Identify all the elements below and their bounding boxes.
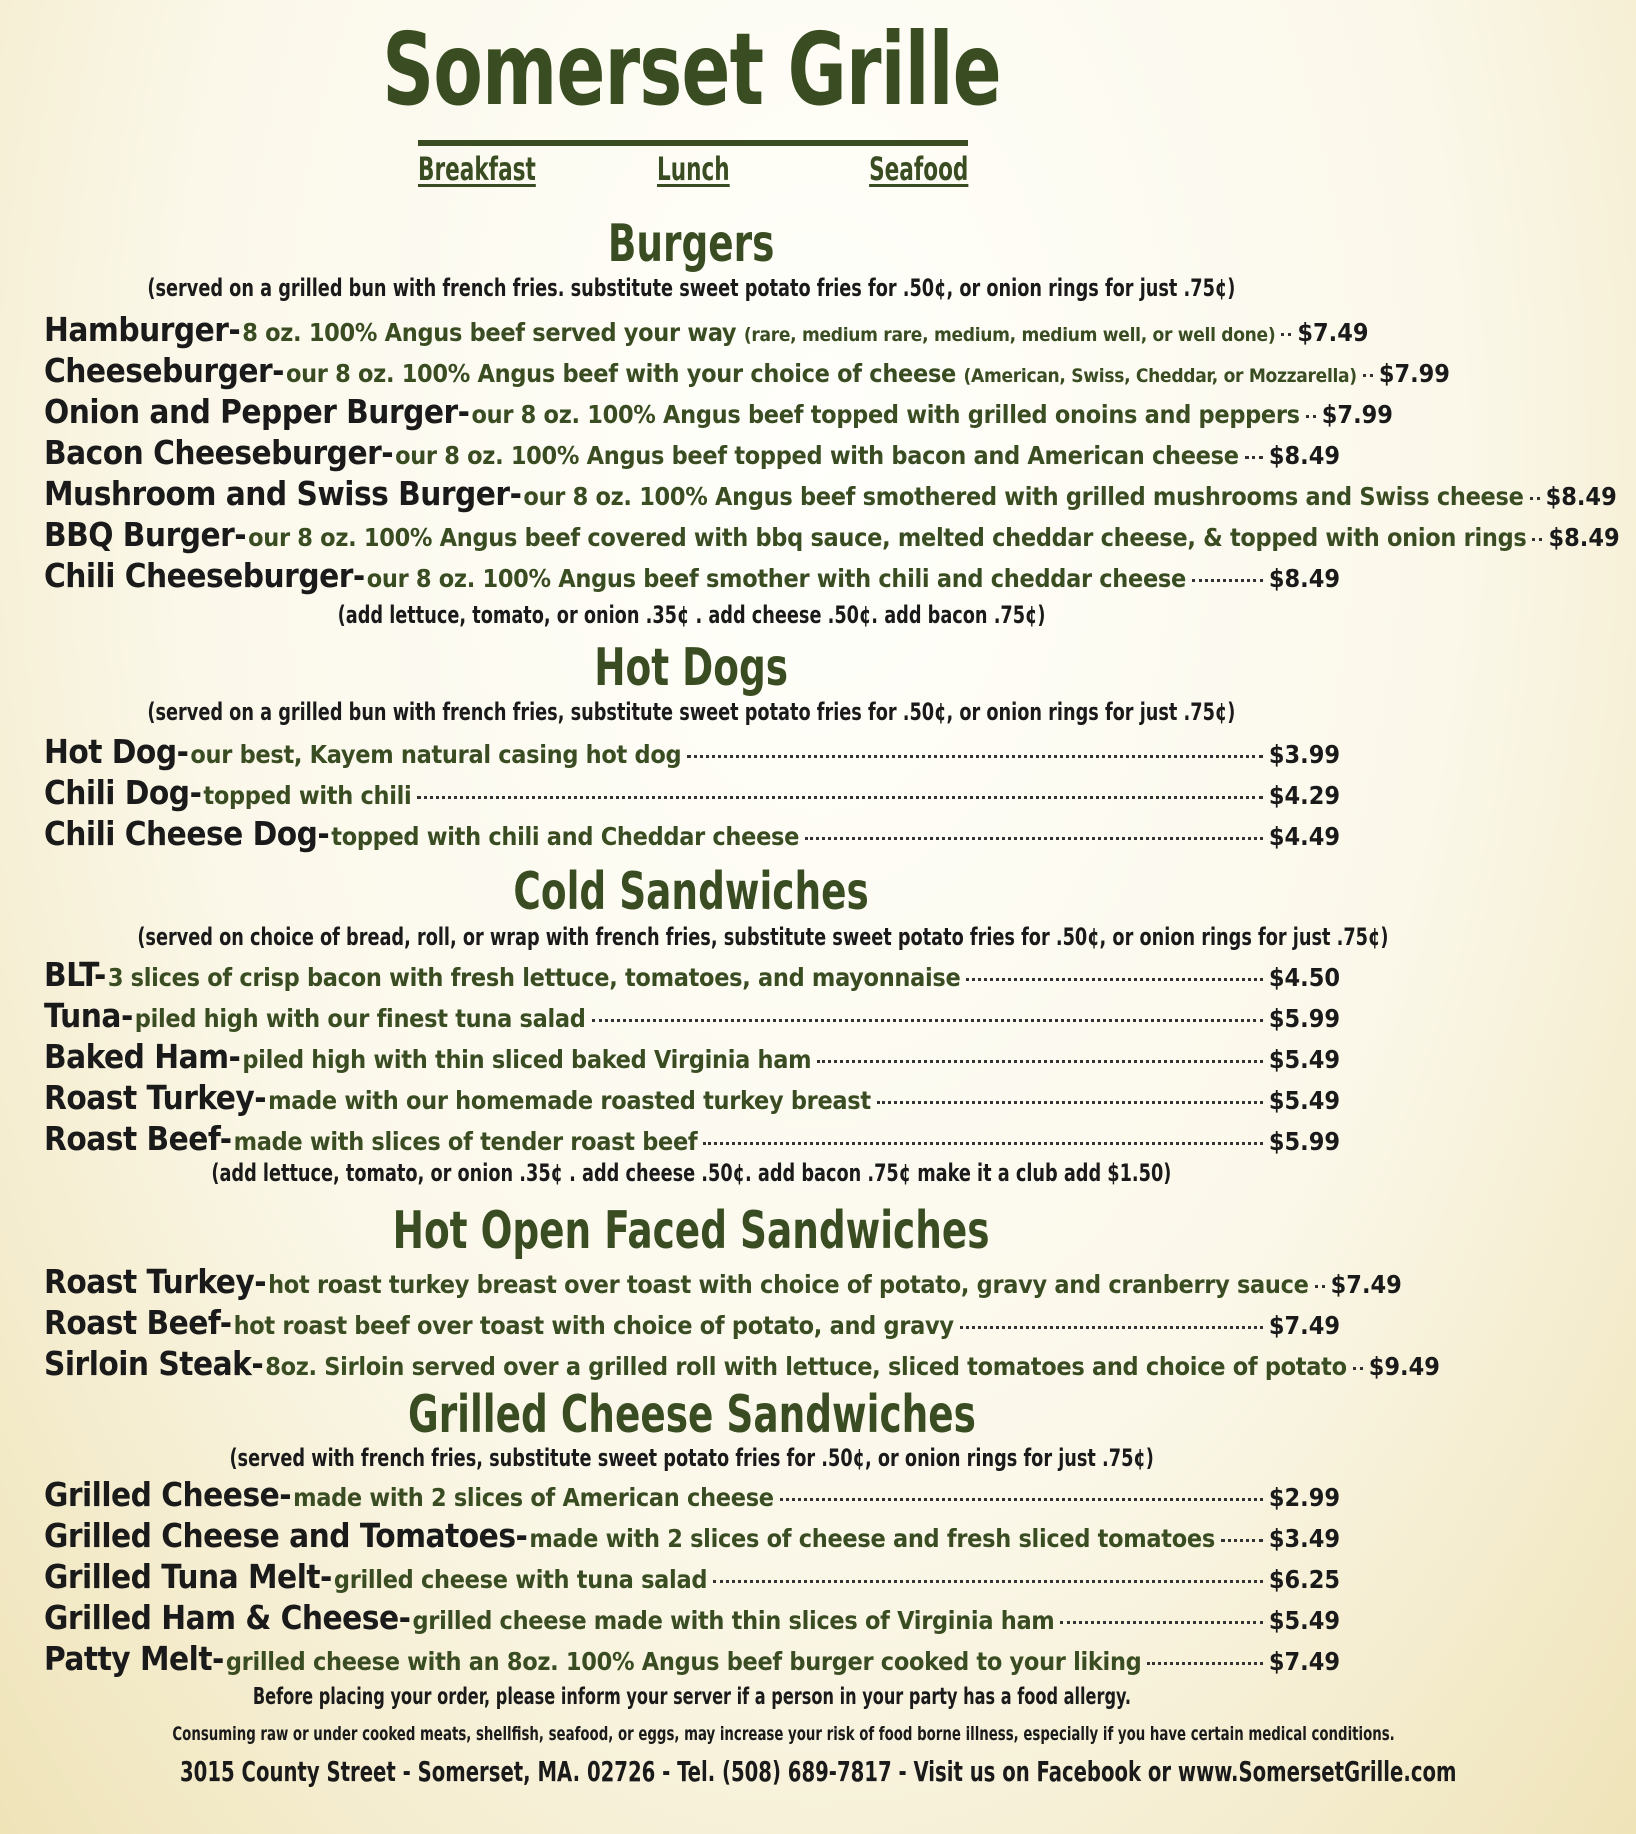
dot-leader	[1060, 1621, 1262, 1624]
service-bar	[418, 140, 968, 192]
item-name: BLT-	[44, 955, 106, 994]
item-desc: made with 2 slices of American cheese	[293, 1483, 774, 1512]
item-price: $7.49	[1297, 318, 1369, 347]
dot-leader	[1306, 415, 1316, 418]
dot-leader	[713, 1580, 1263, 1583]
item-desc: topped with chili and Cheddar cheese	[331, 822, 800, 851]
item-desc: made with slices of tender roast beef	[233, 1127, 698, 1156]
dot-leader	[1147, 1662, 1262, 1665]
item-price: $5.49	[1268, 1606, 1340, 1635]
menu-item	[44, 1598, 1340, 1638]
section-title-grilled: Grilled Cheese Sandwiches	[407, 1385, 976, 1445]
item-price: $7.49	[1330, 1270, 1402, 1299]
section-addons-cold: (add lettuce, tomato, or onion .35¢ . add cheese .50¢. add bacon .75¢ make it a club add $1.50)	[211, 1159, 1172, 1187]
section-note-burgers: (served on a grilled bun with french fries. substitute sweet potato fries for .50¢, or onion rings for just .75¢)	[147, 274, 1236, 302]
menu-item	[44, 1037, 1340, 1077]
dot-leader	[1281, 333, 1291, 336]
item-name: Hamburger-	[44, 310, 241, 349]
menu-item	[44, 1078, 1340, 1118]
item-price: $5.49	[1268, 1045, 1340, 1074]
item-price: $9.49	[1368, 1352, 1440, 1381]
subtitle-lunch: Lunch	[656, 150, 730, 188]
item-desc: our best, Kayem natural casing hot dog	[190, 740, 682, 769]
food-safety-warning: Consuming raw or under cooked meats, shellfish, seafood, or eggs, may increase your risk of food borne illness, especially if you have certain medical conditions.	[172, 1723, 1395, 1745]
item-name: Roast Turkey-	[44, 1262, 267, 1301]
dot-leader	[592, 1019, 1263, 1022]
item-name: Bacon Cheeseburger-	[44, 433, 394, 472]
dot-leader	[1245, 456, 1263, 459]
item-desc: hot roast turkey breast over toast with choice of potato, gravy and cranberry sauce	[268, 1270, 1309, 1299]
dot-leader	[877, 1101, 1263, 1104]
item-name: Grilled Cheese-	[44, 1475, 292, 1514]
section-title-hot-open: Hot Open Faced Sandwiches	[393, 1201, 990, 1261]
item-desc: 3 slices of crisp bacon with fresh lettuce, tomatoes, and mayonnaise	[107, 963, 961, 992]
section-title-cold: Cold Sandwiches	[513, 862, 870, 922]
section-note-cold: (served on choice of bread, roll, or wrap with french fries, substitute sweet potato fries for .50¢, or onion rings for just .75¢)	[137, 923, 1389, 951]
item-name: Mushroom and Swiss Burger-	[44, 474, 522, 513]
item-name: Chili Cheese Dog-	[44, 814, 330, 853]
item-price: $3.99	[1268, 740, 1340, 769]
dot-leader	[805, 837, 1263, 840]
menu-item	[44, 1344, 1440, 1384]
menu-item	[44, 1475, 1340, 1515]
dot-leader	[1221, 1539, 1263, 1542]
item-name: Tuna-	[44, 996, 133, 1035]
menu-item	[44, 515, 1620, 555]
menu-item	[44, 814, 1340, 854]
item-desc: our 8 oz. 100% Angus beef topped with bacon and American cheese	[395, 441, 1239, 470]
dot-leader	[1532, 538, 1542, 541]
item-name: Grilled Ham & Cheese-	[44, 1598, 411, 1637]
menu-item	[44, 1262, 1402, 1302]
section-title-hotdogs: Hot Dogs	[594, 638, 789, 698]
subtitle-seafood: Seafood	[868, 150, 968, 188]
item-price: $8.49	[1548, 523, 1620, 552]
item-price: $7.99	[1378, 359, 1450, 388]
section-note-grilled: (served with french fries, substitute sweet potato fries for .50¢, or onion rings for just .75¢)	[229, 1444, 1154, 1472]
item-desc: made with our homemade roasted turkey breast	[268, 1086, 871, 1115]
dot-leader	[687, 755, 1263, 758]
item-desc: our 8 oz. 100% Angus beef topped with grilled onoins and peppers	[471, 400, 1300, 429]
item-name: Roast Turkey-	[44, 1078, 267, 1117]
item-name: Onion and Pepper Burger-	[44, 392, 470, 431]
item-price: $4.50	[1268, 963, 1340, 992]
item-desc: made with 2 slices of cheese and fresh sliced tomatoes	[529, 1524, 1215, 1553]
item-name: Chili Cheeseburger-	[44, 556, 365, 595]
dot-leader	[780, 1498, 1263, 1501]
dot-leader	[960, 1326, 1263, 1329]
item-name: Chili Dog-	[44, 773, 202, 812]
item-price: $4.49	[1268, 822, 1340, 851]
item-price: $8.49	[1268, 564, 1340, 593]
item-price: $5.99	[1268, 1127, 1340, 1156]
item-name: Grilled Cheese and Tomatoes-	[44, 1516, 528, 1555]
item-price: $6.25	[1268, 1565, 1340, 1594]
item-price: $5.49	[1268, 1086, 1340, 1115]
item-name: Roast Beef-	[44, 1119, 232, 1158]
dot-leader	[703, 1142, 1262, 1145]
allergy-notice: Before placing your order, please inform your server if a person in your party has a food allergy.	[252, 1684, 1131, 1710]
section-title-burgers: Burgers	[608, 214, 775, 274]
menu-item	[44, 1639, 1340, 1679]
item-desc: our 8 oz. 100% Angus beef with your choice of cheese (American, Swiss, Cheddar, or Mozzarella)	[285, 359, 1357, 388]
item-desc: piled high with thin sliced baked Virginia ham	[242, 1045, 812, 1074]
item-name: Hot Dog-	[44, 732, 189, 771]
item-desc: grilled cheese made with thin slices of Virginia ham	[412, 1606, 1055, 1635]
menu-item	[44, 474, 1617, 514]
item-price: $5.99	[1268, 1004, 1340, 1033]
item-desc: grilled cheese with an 8oz. 100% Angus beef burger cooked to your liking	[225, 1647, 1142, 1676]
menu-item	[44, 392, 1393, 432]
menu-item	[44, 1119, 1340, 1159]
menu-item	[44, 1303, 1340, 1343]
item-desc: our 8 oz. 100% Angus beef smothered with grilled mushrooms and Swiss cheese	[523, 482, 1524, 511]
menu-item	[44, 996, 1340, 1036]
item-name: BBQ Burger-	[44, 515, 247, 554]
item-desc: piled high with our finest tuna salad	[134, 1004, 586, 1033]
item-price: $4.29	[1268, 781, 1340, 810]
item-desc: topped with chili	[203, 781, 412, 810]
menu-item	[44, 351, 1450, 391]
item-desc: 8oz. Sirloin served over a grilled roll with lettuce, sliced tomatoes and choice of potato	[265, 1352, 1347, 1381]
section-note-hotdogs: (served on a grilled bun with french fries, substitute sweet potato fries for .50¢, or onion rings for just .75¢)	[147, 698, 1236, 726]
item-name: Grilled Tuna Melt-	[44, 1557, 332, 1596]
item-desc: grilled cheese with tuna salad	[333, 1565, 708, 1594]
dot-leader	[1192, 579, 1263, 582]
restaurant-title: Somerset Grille	[382, 11, 1001, 128]
menu-item	[44, 433, 1340, 473]
menu-item	[44, 310, 1369, 350]
menu-item	[44, 773, 1340, 813]
item-desc: our 8 oz. 100% Angus beef smother with chili and cheddar cheese	[366, 564, 1186, 593]
menu-item	[44, 732, 1340, 772]
item-desc: 8 oz. 100% Angus beef served your way (rare, medium rare, medium, medium well, or well done)	[242, 318, 1276, 347]
item-name: Baked Ham-	[44, 1037, 241, 1076]
item-price: $7.99	[1321, 400, 1393, 429]
dot-leader	[966, 978, 1262, 981]
item-name: Roast Beef-	[44, 1303, 232, 1342]
item-price: $8.49	[1545, 482, 1617, 511]
dot-leader	[1530, 497, 1540, 500]
item-name: Patty Melt-	[44, 1639, 224, 1678]
item-price: $3.49	[1268, 1524, 1340, 1553]
dot-leader	[1363, 374, 1373, 377]
masthead	[0, 11, 1383, 128]
item-desc: our 8 oz. 100% Angus beef covered with bbq sauce, melted cheddar cheese, & topped with onion rings	[248, 523, 1527, 552]
item-desc: hot roast beef over toast with choice of potato, and gravy	[233, 1311, 954, 1340]
dot-leader	[817, 1060, 1263, 1063]
item-price: $2.99	[1268, 1483, 1340, 1512]
item-name: Cheeseburger-	[44, 351, 284, 390]
item-price: $8.49	[1268, 441, 1340, 470]
menu-item	[44, 1557, 1340, 1597]
item-price: $7.49	[1268, 1647, 1340, 1676]
contact-line: 3015 County Street - Somerset, MA. 02726 - Tel. (508) 689-7817 - Visit us on Facebook or www.SomersetGrille.com	[180, 1755, 1457, 1788]
item-price: $7.49	[1268, 1311, 1340, 1340]
dot-leader	[417, 796, 1262, 799]
item-name: Sirloin Steak-	[44, 1344, 264, 1383]
dot-leader	[1353, 1367, 1363, 1370]
menu-item	[44, 955, 1340, 995]
menu-item	[44, 1516, 1340, 1556]
menu-item	[44, 556, 1340, 596]
section-addons-burgers: (add lettuce, tomato, or onion .35¢ . add cheese .50¢. add bacon .75¢)	[337, 601, 1046, 629]
dot-leader	[1315, 1285, 1325, 1288]
subtitle-breakfast: Breakfast	[418, 150, 536, 188]
